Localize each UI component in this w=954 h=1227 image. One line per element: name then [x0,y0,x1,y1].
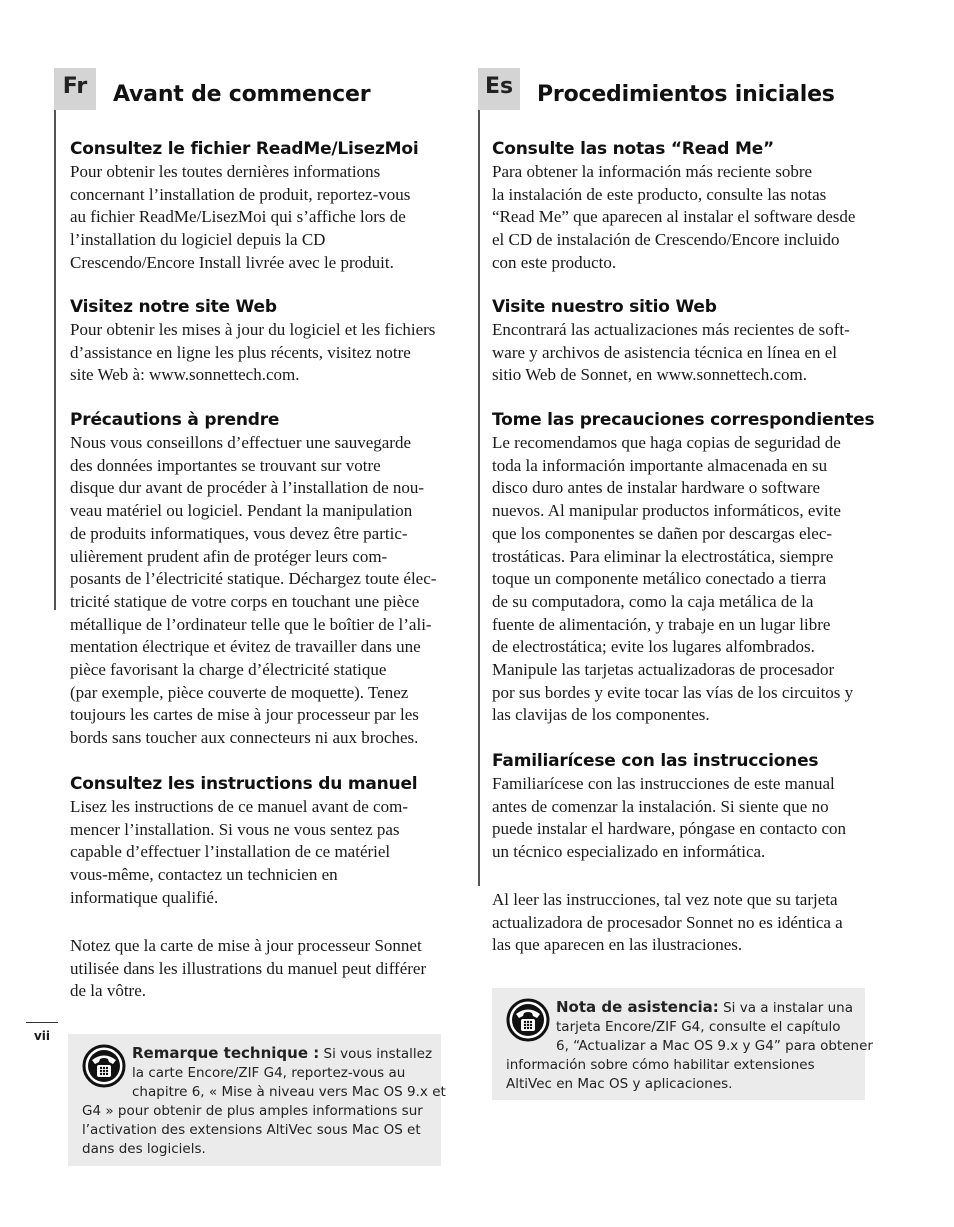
es-closing-paragraph [492,889,872,957]
fr-section-heading: Visitez notre site Web [70,297,277,317]
es-body-line: el CD de instalación de Crescendo/Encore incluido [492,230,840,250]
es-section [492,139,872,275]
fr-body-line: Pour obtenir les toutes dernières informations [70,162,381,181]
es-note-line: información sobre cómo habilitar extensiones [506,1057,815,1073]
es-note-line: AltiVec en Mac OS y aplicaciones. [506,1076,733,1092]
fr-body-line: disque dur avant de procéder à l’installation de nou- [70,478,425,498]
es-body-line: fuente de alimentación, y trabaje en un lugar libre [492,614,831,634]
es-section-heading: Familiarícese con las instrucciones [492,751,819,771]
page-number: vii [26,1022,58,1043]
es-body-line: toda la información importante almacenada en su [492,455,828,475]
fr-body-line: métallique de l’ordinateur telle que le boîtier de l’ali- [70,614,432,634]
es-section [492,751,872,864]
fr-note-line: la carte Encore/ZIF G4, reportez-vous au [132,1065,406,1081]
fr-section [70,297,450,387]
fr-body-line: Nous vous conseillons d’effectuer une sauvegarde [70,433,411,452]
es-section [492,410,875,727]
fr-note-line: dans des logiciels. [82,1141,206,1157]
fr-body-line: veau matériel ou logiciel. Pendant la manipulation [70,501,413,521]
fr-section-heading: Consultez le fichier ReadMe/LisezMoi [70,139,419,159]
fr-body-line: pièce favorisant la charge d’électricité statique [70,660,387,680]
fr-body-line: vous-même, contactez un technicien en [70,865,338,885]
fr-body-line: Pour obtenir les mises à jour du logiciel et les fichiers [70,320,436,339]
es-body-line: trostáticas. Para eliminar la electrostática, siempre [492,546,834,566]
fr-body-line: toujours les cartes de mise à jour processeur par les [70,705,419,725]
fr-body-line: (par exemple, pièce couverte de moquette). Tenez [70,682,409,702]
es-section [492,297,872,387]
es-body-line: Encontrará las actualizaciones más recientes de soft- [492,320,850,339]
fr-note-line: G4 » pour obtenir de plus amples informations sur [82,1103,423,1119]
telephone-support-icon [82,1044,126,1088]
es-body-line: nuevos. Al manipular productos informáticos, evite [492,501,841,521]
fr-section [70,774,450,910]
fr-body-line: d’assistance en ligne les plus récents, visitez notre [70,342,411,362]
fr-section-heading: Consultez les instructions du manuel [70,774,418,794]
fr-body-line: capable d’effectuer l’installation de ce matériel [70,842,391,862]
es-side-rule [478,68,480,886]
fr-language-tab: Fr [54,68,96,110]
fr-body-line: concernant l’installation de produit, reportez-vous [70,184,411,204]
es-section-heading: Consulte las notas “Read Me” [492,139,775,159]
fr-closing-paragraph [70,935,450,1003]
es-body-line: ware y archivos de asistencia técnica en línea en el [492,342,838,362]
fr-body-line: ulièrement prudent afin de protéger leurs com- [70,546,388,566]
fr-section-heading: Précautions à prendre [70,410,280,430]
fr-body-line: de la vôtre. [70,981,146,1001]
es-note-line: tarjeta Encore/ZIF G4, consulte el capítulo [556,1019,841,1035]
es-body-line: actualizadora de procesador Sonnet no es idéntica a [492,912,843,932]
es-body-line: Familiarícese con las instrucciones de este manual [492,774,835,793]
es-section-heading: Tome las precauciones correspondientes [492,410,875,430]
fr-side-rule [54,68,56,610]
es-body-line: antes de comenzar la instalación. Si siente que no [492,796,829,816]
fr-section [70,139,450,275]
es-body-line: de electrostática; evite los lugares alfombrados. [492,637,815,657]
fr-page-title: Avant de commencer [113,82,371,107]
es-note-first-line: Si va a instalar una [718,1000,853,1016]
fr-body-line: au fichier ReadMe/LisezMoi qui s’affiche lors de [70,207,406,227]
es-body-line: “Read Me” que aparecen al instalar el software desde [492,207,856,227]
fr-body-line: Crescendo/Encore Install livrée avec le produit. [70,252,394,272]
es-section-heading: Visite nuestro sitio Web [492,297,717,317]
fr-tech-note [68,1034,446,1166]
fr-body-line: des données importantes se trouvant sur votre [70,455,381,475]
fr-body-line: posants de l’électricité statique. Déchargez toute élec- [70,569,437,589]
es-body-line: puede instalar el hardware, póngase en contacto con [492,819,847,839]
fr-body-line: Lisez les instructions de ce manuel avant de com- [70,797,408,816]
fr-body-line: site Web à: www.sonnettech.com. [70,365,300,385]
es-body-line: de su computadora, como la caja metálica de la [492,591,814,611]
es-page-title: Procedimientos iniciales [537,82,835,107]
es-note-label: Nota de asistencia: [556,998,719,1016]
es-body-line: Para obtener la información más reciente sobre [492,162,813,181]
fr-body-line: Notez que la carte de mise à jour processeur Sonnet [70,936,422,955]
fr-body-line: mencer l’installation. Si vous ne vous sentez pas [70,819,400,839]
es-body-line: Le recomendamos que haga copias de seguridad de [492,433,841,452]
fr-note-line: chapitre 6, « Mise à niveau vers Mac OS 9.x et [132,1084,446,1100]
fr-body-line: utilisée dans les illustrations du manuel peut différer [70,958,427,978]
es-body-line: que los componentes se dañen por descargas elec- [492,523,833,543]
es-language-tab: Es [478,68,520,110]
es-support-note [492,988,873,1100]
es-body-line: disco duro antes de instalar hardware o software [492,478,821,498]
es-body-line: toque un componente metálico conectado a tierra [492,569,827,589]
es-body-line: sitio Web de Sonnet, en www.sonnettech.com. [492,365,807,385]
fr-note-line: l’activation des extensions AltiVec sous Mac OS et [82,1122,421,1138]
fr-body-line: informatique qualifié. [70,887,219,907]
telephone-support-icon [506,998,550,1042]
fr-note-first-line: Si vous installez [319,1046,433,1062]
es-body-line: por sus bordes y evite tocar las vías de los circuitos y [492,682,854,702]
fr-body-line: mentation électrique et évitez de travailler dans une [70,637,421,657]
fr-body-line: l’installation du logiciel depuis la CD [70,230,326,250]
es-body-line: las clavijas de los componentes. [492,705,710,725]
fr-body-line: bords sans toucher aux connecteurs ni aux broches. [70,728,419,748]
es-body-line: Al leer las instrucciones, tal vez note que su tarjeta [492,890,838,909]
es-body-line: con este producto. [492,252,617,272]
es-body-line: las que aparecen en las ilustraciones. [492,935,743,955]
fr-section [70,410,450,750]
es-body-line: la instalación de este producto, consulte las notas [492,184,827,204]
es-note-line: 6, “Actualizar a Mac OS 9.x y G4” para obtener [556,1038,873,1054]
fr-note-label: Remarque technique : [132,1044,320,1062]
fr-body-line: de produits informatiques, vous devez être partic- [70,523,408,543]
es-body-line: Manipule las tarjetas actualizadoras de procesador [492,660,835,680]
es-body-line: un técnico especializado en informática. [492,842,766,862]
fr-body-line: tricité statique de votre corps en touchant une pièce [70,591,420,611]
